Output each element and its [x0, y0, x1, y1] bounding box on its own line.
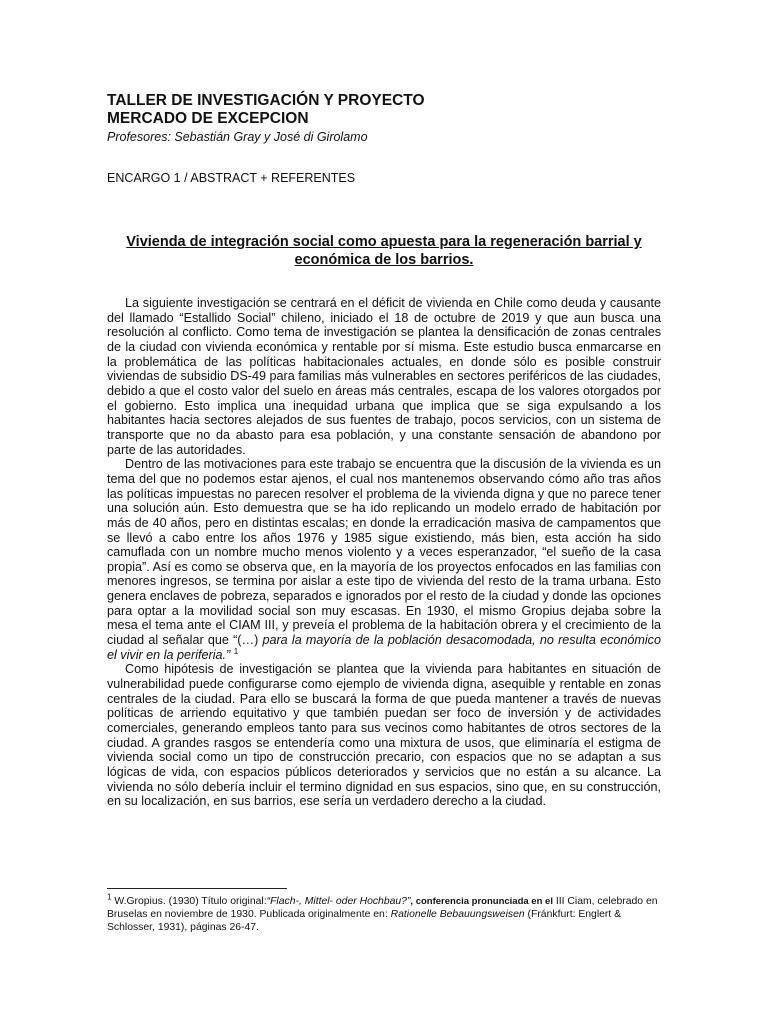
footnote: [107, 892, 661, 934]
footnote-original-title: “Flach-, Mittel- oder Hochbau?”: [266, 896, 411, 907]
paragraph-1: La siguiente investigación se centrará en el déficit de vivienda en Chile como deuda y causante del llamado “Estallido Social” chileno, iniciado el 18 de octubre de 2019 y que aun busca una resolución al conflicto. Como tema de investigación se plantea la densificación de zonas centrales de la ciudad con vivienda económica y rentable por sí misma. Este estudio busca enmarcarse en la problemática de las políticas habitacionales actuales, en donde sólo es posible construir viviendas de subsidio DS-49 para familias más vulnerables en sectores periféricos de las ciudades, debido a que el costo valor del suelo en áreas más centrales, escapa de los valores otorgados por el gobierno. Esto implica una inequidad urbana que implica que se siga expulsando a los habitantes hacia sectores alejados de sus fuentes de trabajo, pocos servicios, con un sistema de transporte que no da abasto para esa población, y una constante sensación de abandono por parte de las autoridades.: [107, 296, 661, 457]
footnote-reference[interactable]: 1: [233, 646, 239, 656]
footnote-text-1: W.Gropius. (1930) Título original:: [111, 896, 267, 907]
course-subtitle: MERCADO DE EXCEPCION: [107, 110, 309, 127]
footnote-publication: Rationelle Bebauungsweisen: [390, 909, 525, 920]
assignment-label: ENCARGO 1 / ABSTRACT + REFERENTES: [107, 171, 356, 185]
footnote-conference: , conferencia pronunciada en el: [410, 896, 553, 907]
gropius-quote: para la mayoría de la población desacomodada, no resulta económico el vivir en la periferia.”: [107, 633, 661, 662]
document-header: [107, 92, 667, 145]
footnote-marker: 1: [107, 892, 112, 902]
paragraph-3: Como hipótesis de investigación se plantea que la vivienda para habitantes en situación de vulnerabilidad puede configurarse como ejemplo de vivienda digna, asequible y rentable en zonas centrales de la ciudad. Para ello se buscará la forma de que pueda mantener a través de nuevas políticas de arriendo equitativo y que también puedan ser foco de inversión y de actividades comerciales, generando empleos tanto para sus vecinos como habitantes de otros sectores de la ciudad. A grandes rasgos se entendería como una mixtura de usos, que eliminaría el estigma de vivienda social como un tipo de construcción precario, con espacios que no se adaptan a sus lógicas de vida, con espacios públicos deteriorados y servicios que no están a su alcance. La vivienda no sólo debería incluir el termino dignidad en sus espacios, sino que, en su construcción, en su localización, en sus barrios, ese sería un verdadero derecho a la ciudad.: [107, 662, 661, 809]
paragraph-2-text: Dentro de las motivaciones para este trabajo se encuentra que la discusión de la vivienda es un tema del que no podemos estar ajenos, el cual nos mantenemos observando cómo año tras años las políticas impuestas no parecen resolver el problema de la vivienda digna y que no parece tener una solución aún. Esto demuestra que se ha ido replicando un modelo errado de habitación por más de 40 años, pero en distintas escalas; en donde la erradicación masiva de campamentos que se llevó a cabo entre los años 1976 y 1985 sigue existiendo, más bien, esta acción ha sido camuflada con un nombre mucho menos violento y a veces esperanzador, “el sueño de la casa propia”. Así es como se observa que, en la mayoría de los proyectos enfocados en las familias con menores ingresos, se termina por aislar a este tipo de vivienda del resto de la trama urbana. Esto genera enclaves de pobreza, separados e ignorados por el resto de la ciudad y donde las opciones para optar a la movilidad social son muy escasas. En 1930, el mismo Gropius dejaba sobre la mesa el tema ante el CIAM III, y preveía el problema de la habitación obrera y el crecimiento de la ciudad al señalar que “(…): [107, 457, 661, 648]
footnote-divider: [107, 888, 287, 889]
footnote-text-3: (Fránkfurt: Englert & Schlosser, 1931), páginas 26-47.: [107, 909, 622, 933]
document-title: Vivienda de integración social como apuesta para la regeneración barrial y económica de los barrios.: [126, 234, 642, 268]
paragraph-2: [107, 457, 661, 662]
course-title: TALLER DE INVESTIGACIÓN Y PROYECTO: [107, 92, 425, 109]
professors-line: Profesores: Sebastián Gray y José di Girolamo: [107, 130, 368, 144]
body-text: [107, 296, 661, 809]
footnote-text-2: III Ciam, celebrado en Bruselas en noviembre de 1930. Publicada originalmente en:: [107, 896, 658, 920]
